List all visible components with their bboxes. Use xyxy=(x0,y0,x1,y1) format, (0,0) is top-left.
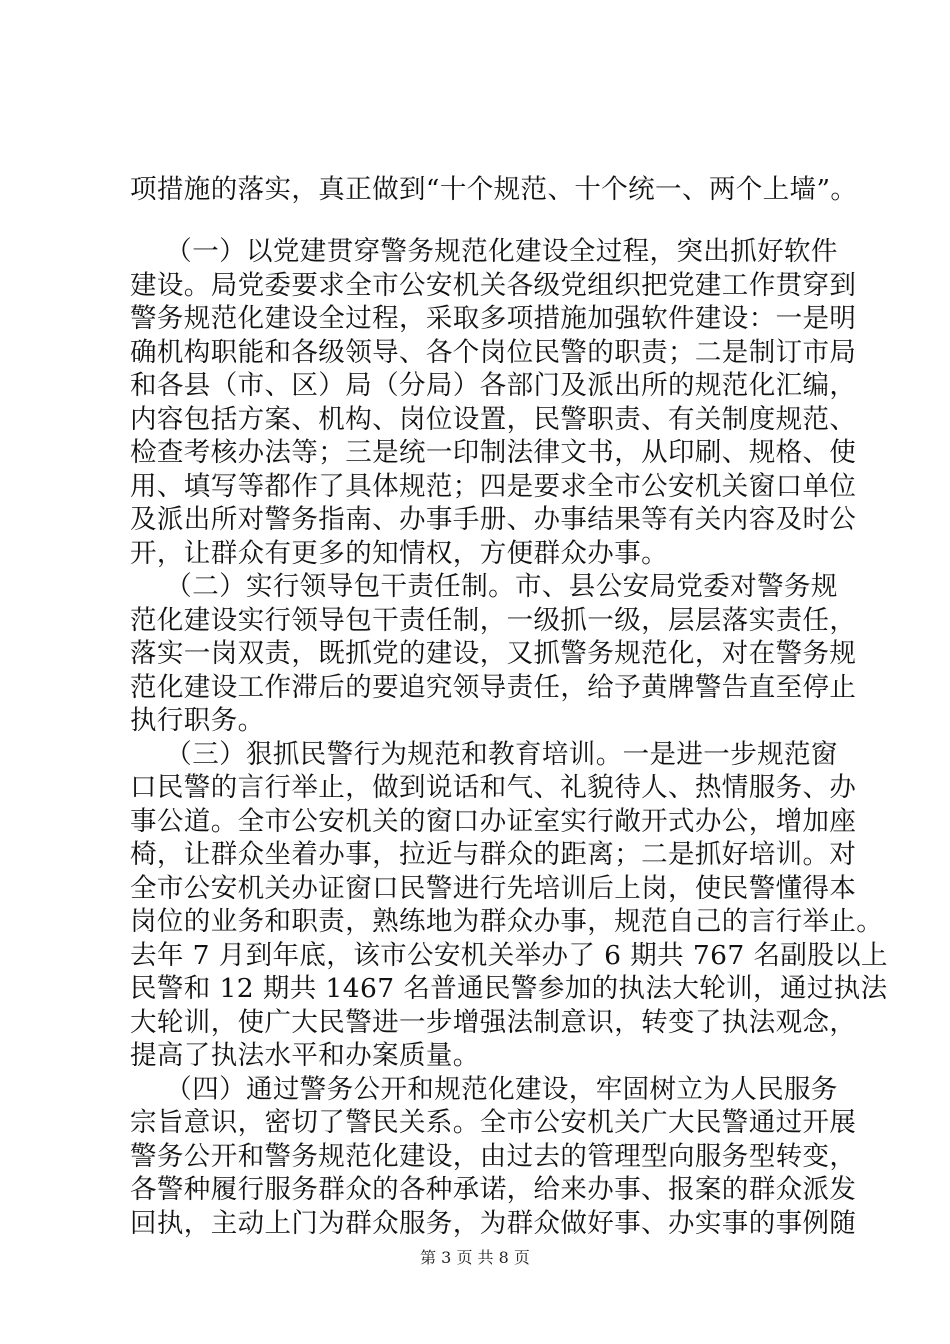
text-line: （一）以党建贯穿警务规范化建设全过程，突出抓好软件 xyxy=(130,236,838,267)
text-line: 项措施的落实，真正做到“十个规范、十个统一、两个上墙”。 xyxy=(130,174,858,205)
text-line: （三）狠抓民警行为规范和教育培训。一是进一步规范窗 xyxy=(130,739,838,770)
text-line: 和各县（市、区）局（分局）各部门及派出所的规范化汇编， xyxy=(130,370,857,401)
text-line: 椅，让群众坐着办事，拉近与群众的距离；二是抓好培训。对 xyxy=(130,839,857,870)
text-line: 事公道。全市公安机关的窗口办证室实行敞开式办公，增加座 xyxy=(130,806,857,837)
text-line: 落实一岗双责，既抓党的建设，又抓警务规范化，对在警务规 xyxy=(130,638,857,669)
text-line: 各警种履行服务群众的各种承诺，给来办事、报案的群众派发 xyxy=(130,1174,857,1205)
text-line: 宗旨意识，密切了警民关系。全市公安机关广大民警通过开展 xyxy=(130,1107,857,1138)
page-number-footer: 第 3 页 共 8 页 xyxy=(420,1248,530,1267)
text-line: （二）实行领导包干责任制。市、县公安局党委对警务规 xyxy=(130,571,838,602)
text-line: 开，让群众有更多的知情权，方便群众办事。 xyxy=(130,538,668,569)
text-line: 警务公开和警务规范化建设，由过去的管理型向服务型转变， xyxy=(130,1141,857,1172)
text-line: 执行职务。 xyxy=(130,705,265,736)
text-line: 范化建设工作滞后的要追究领导责任，给予黄牌警告直至停止 xyxy=(130,672,857,703)
text-line: 回执，主动上门为群众服务，为群众做好事、办实事的事例随 xyxy=(130,1208,857,1239)
text-line: 警务规范化建设全过程，采取多项措施加强软件建设：一是明 xyxy=(130,303,857,334)
text-line: 及派出所对警务指南、办事手册、办事结果等有关内容及时公 xyxy=(130,504,857,535)
text-line: （四）通过警务公开和规范化建设，牢固树立为人民服务 xyxy=(130,1074,838,1105)
text-line: 提高了执法水平和办案质量。 xyxy=(130,1040,480,1071)
text-line: 检查考核办法等；三是统一印制法律文书，从印刷、规格、使 xyxy=(130,437,857,468)
text-line: 范化建设实行领导包干责任制，一级抓一级，层层落实责任， xyxy=(130,605,857,636)
text-line: 全市公安机关办证窗口民警进行先培训后上岗，使民警懂得本 xyxy=(130,873,857,904)
text-line: 内容包括方案、机构、岗位设置，民警职责、有关制度规范、 xyxy=(130,404,857,435)
text-line: 建设。局党委要求全市公安机关各级党组织把党建工作贯穿到 xyxy=(130,270,857,301)
text-line: 大轮训，使广大民警进一步增强法制意识，转变了执法观念， xyxy=(130,1007,857,1038)
text-line: 去年 7 月到年底，该市公安机关举办了 6 期共 767 名副股以上 xyxy=(130,940,888,971)
text-line: 民警和 12 期共 1467 名普通民警参加的执法大轮训，通过执法 xyxy=(130,973,888,1004)
text-line: 用、填写等都作了具体规范；四是要求全市公安机关窗口单位 xyxy=(130,471,857,502)
text-line: 口民警的言行举止，做到说话和气、礼貌待人、热情服务、办 xyxy=(130,772,857,803)
text-line: 确机构职能和各级领导、各个岗位民警的职责；二是制订市局 xyxy=(130,337,857,368)
text-line: 岗位的业务和职责，熟练地为群众办事，规范自己的言行举止。 xyxy=(130,906,884,937)
